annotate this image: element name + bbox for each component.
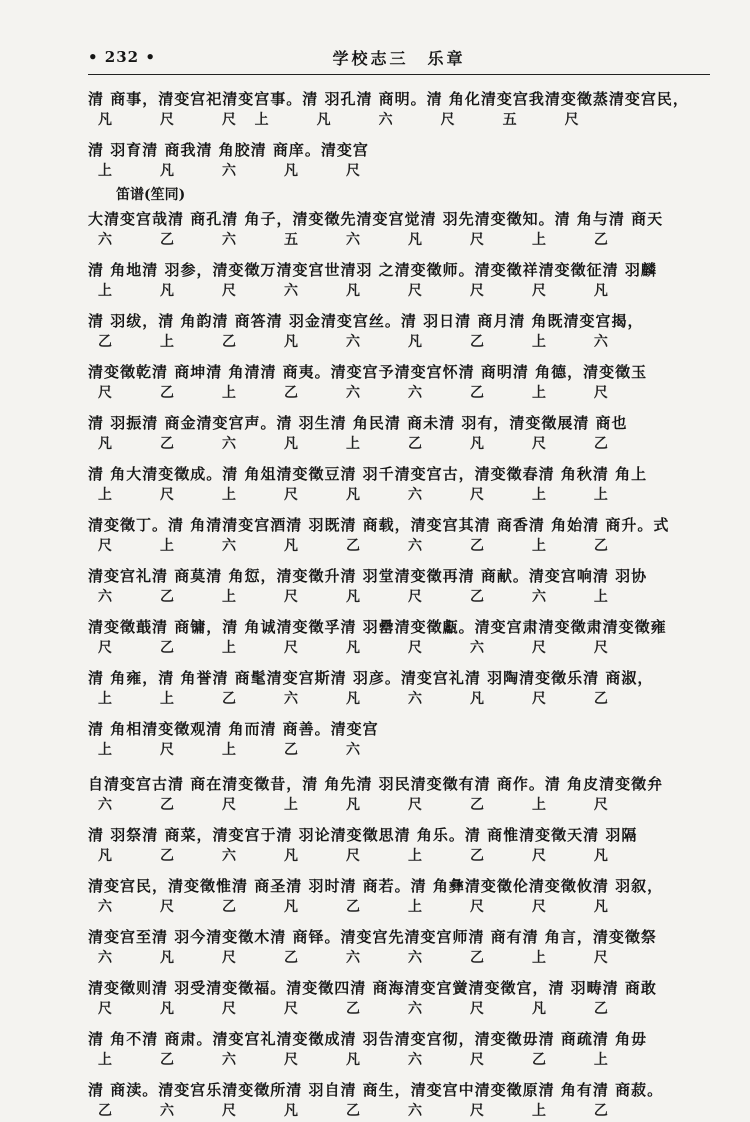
lyric-line: 清 角不清 商肃。清变宫礼清变徵成清 羽告清变宫彻，清变徵毋清 商疏清 角毋 [88,1030,648,1048]
lyric-line: 清变徵蕺清 商镛，清 角诚清变徵孚清 羽罍清变徵甗。清变宫肃清变徵肃清变徵雍 [88,618,667,636]
pitch-line: 尺 凡 尺 尺 乙 六 尺 凡 乙 [98,1001,609,1017]
lyric-line: 清 商事，清变宫祀清变宫事。清 羽孔清 商明。清 角化清变宫我清变徵蒸清变宫民， [88,90,689,108]
lyric-line: 清变徵丁。清 角清清变宫酒清 羽既清 商载，清变宫其清 商香清 角始清 商升。式 [88,516,670,534]
pitch-line: 六 乙 六 五 六 凡 尺 上 乙 [98,232,609,248]
pitch-line: 上 尺 上 尺 凡 六 尺 上 上 [98,487,609,503]
pitch-line: 乙 上 乙 凡 六 凡 乙 上 六 [98,334,609,350]
lyric-line: 清变宫礼清 商莫清 角愆，清变徵升清 羽堂清变徵再清 商献。清变宫响清 羽协 [88,567,648,585]
pitch-line: 凡 乙 六 凡 尺 上 乙 尺 凡 [98,848,609,864]
pitch-line: 乙 六 尺 凡 乙 六 尺 上 乙 [98,1103,609,1119]
pitch-line: 凡 尺 尺 上 凡 六 尺 五 尺 [98,112,580,128]
pitch-line: 上 尺 上 乙 六 [98,742,361,758]
pitch-line: 六 乙 上 尺 凡 尺 乙 六 上 [98,589,609,605]
lyric-line: 自清变宫古清 商在清变徵昔，清 角先清 羽民清变徵有清 商作。清 角皮清变徵弁 [88,775,664,793]
lyric-line: 清 角雍，清 角誉清 商髦清变宫斯清 羽彦。清变宫礼清 羽陶清变徵乐清 商淑， [88,669,654,687]
pitch-line: 凡 乙 六 凡 上 乙 凡 尺 乙 [98,436,609,452]
page-number: • 232 • [88,48,156,66]
pitch-line: 六 凡 尺 乙 六 六 乙 上 尺 [98,950,609,966]
pitch-line: 六 乙 尺 上 凡 尺 乙 上 尺 [98,797,609,813]
pitch-line: 上 乙 六 尺 凡 六 尺 乙 上 [98,1052,609,1068]
page-header [88,40,710,76]
running-title: 学校志三 乐章 [332,49,466,68]
pitch-line: 上 上 乙 六 凡 六 凡 尺 乙 [98,691,609,707]
section-label: 笛谱(笙同) [116,187,186,203]
lyric-line: 清变宫民，清变徵惟清 商圣清 羽时清 商若。清 角彝清变徵伦清变徵攸清 羽叙， [88,877,664,895]
lyric-line: 清 角大清变徵成。清 角俎清变徵豆清 羽千清变宫古，清变徵春清 角秋清 角上 [88,465,648,483]
pitch-line: 尺 乙 上 尺 凡 尺 六 尺 尺 [98,640,609,656]
pitch-line: 上 凡 六 凡 尺 [98,163,361,179]
lyric-line: 清 商渎。清变宫乐清变徵所清 羽自清 商生，清变宫中清变徵原清 角有清 商菽。 [88,1081,664,1099]
pitch-line: 六 尺 乙 凡 乙 上 尺 尺 凡 [98,899,609,915]
page-body [88,88,728,1119]
lyric-line: 清 角相清变徵观清 角而清 商善。清变宫 [88,720,379,738]
pitch-line: 尺 上 六 凡 乙 六 乙 上 乙 [98,538,609,554]
lyric-line: 清变徵则清 羽受清变徵福。清变徵四清 商海清变宫黉清变徵宫，清 羽畴清 商敢 [88,979,657,997]
lyric-line: 大清变宫哉清 商孔清 角子，清变徵先清变宫觉清 羽先清变徵知。清 角与清 商天 [88,210,664,228]
lyric-line: 清 羽绂，清 角韵清 商答清 羽金清变宫丝。清 羽日清 商月清 角既清变宫揭， [88,312,644,330]
lyric-line: 清变徵乾清 商坤清 角清清 商夷。清变宫予清变宫怀清 商明清 角德，清变徵玉 [88,363,648,381]
lyric-line: 清 羽振清 商金清变宫声。清 羽生清 角民清 商未清 羽有，清变徵展清 商也 [88,414,628,432]
pitch-line: 上 凡 尺 六 凡 尺 尺 尺 凡 [98,283,609,299]
lyric-line: 清变宫至清 羽今清变徵木清 商铎。清变宫先清变宫师清 商有清 角言，清变徵祭 [88,928,657,946]
pitch-line: 尺 乙 上 乙 六 六 乙 上 尺 [98,385,609,401]
lyric-line: 清 角地清 羽参，清变徵万清变宫世清羽 之清变徵师。清变徵祥清变徵征清 羽麟 [88,261,657,279]
header-rule [88,74,710,75]
lyric-line: 清 羽育清 商我清 角胶清 商庠。清变宫 [88,141,369,159]
lyric-line: 清 羽祭清 商菜，清变宫于清 羽论清变徵思清 角乐。清 商惟清变徵天清 羽隔 [88,826,638,844]
